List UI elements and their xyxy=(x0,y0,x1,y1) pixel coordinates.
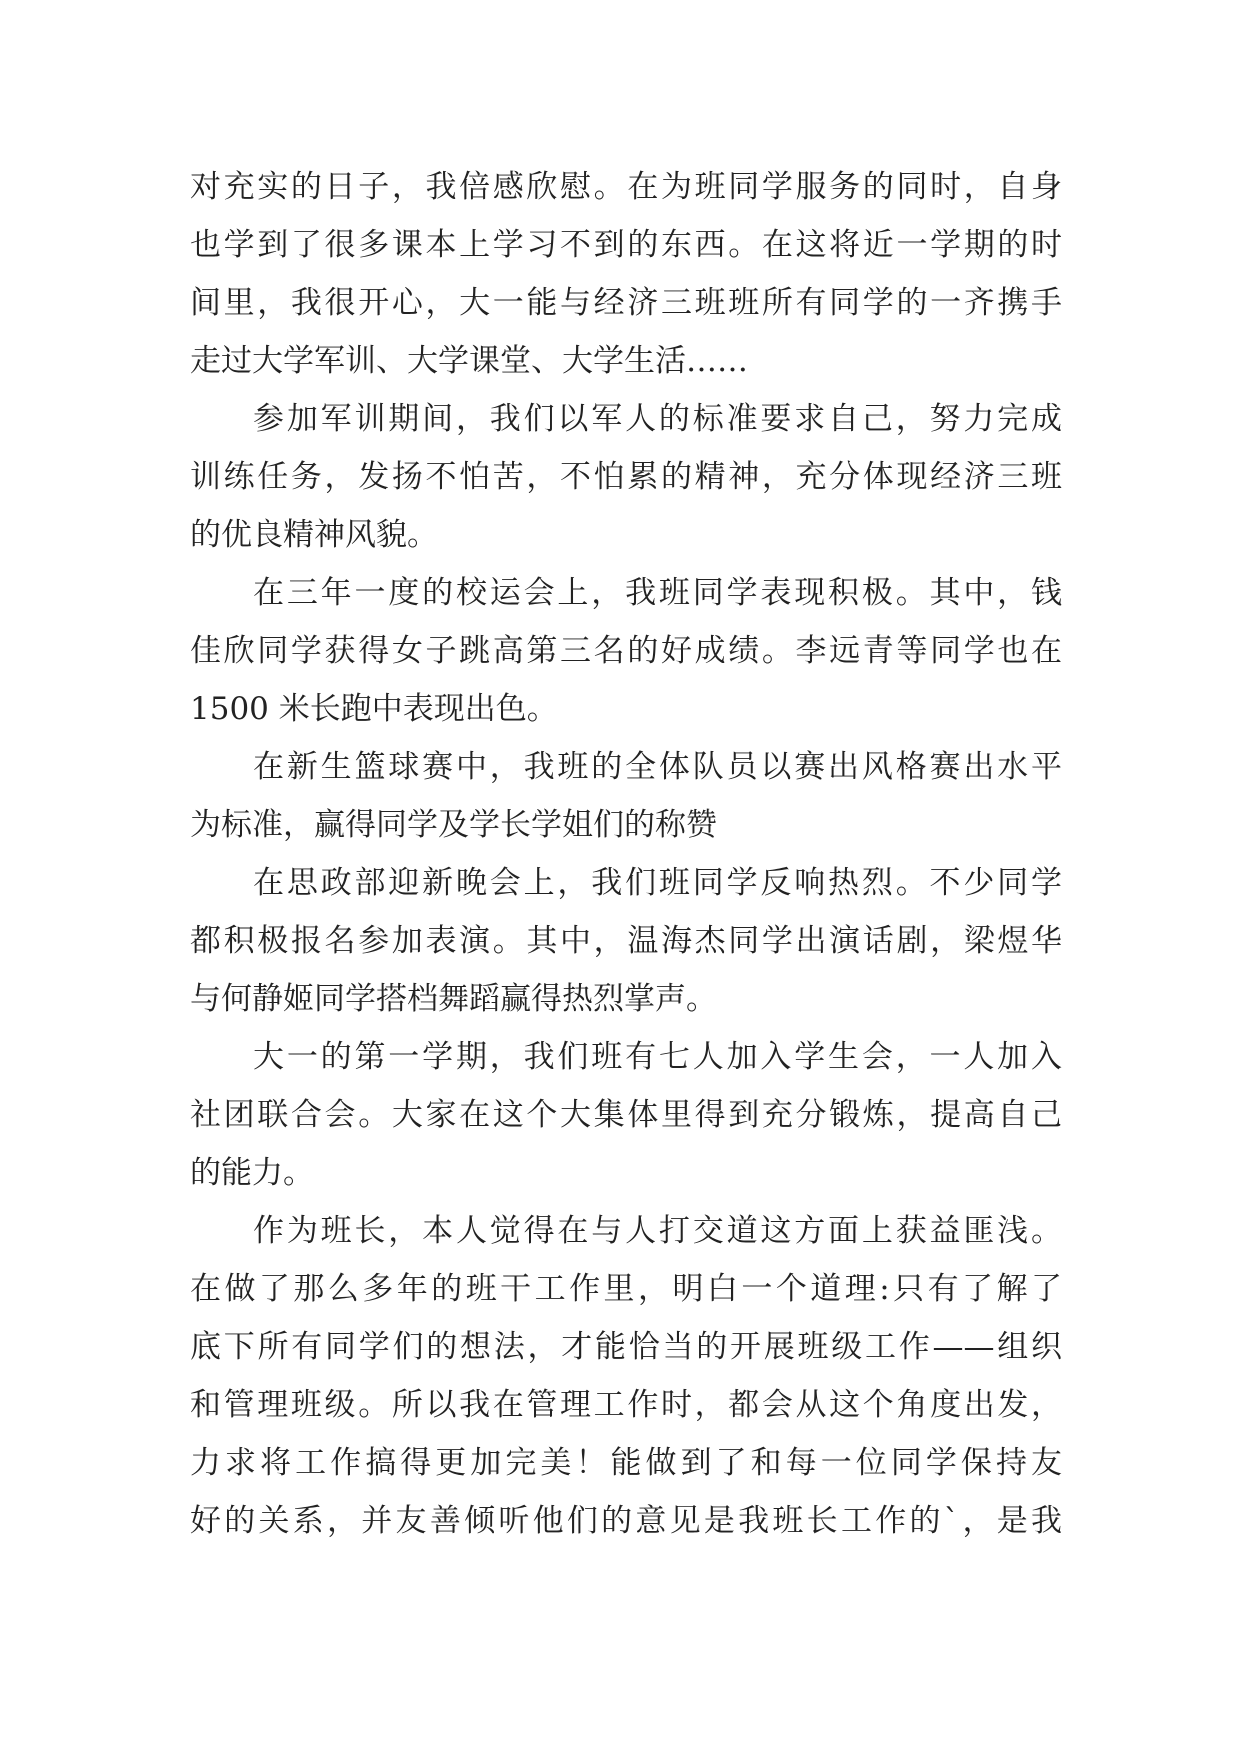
text-line: 佳欣同学获得女子跳高第三名的好成绩。李远青等同学也在 xyxy=(190,633,1062,669)
text-line: 底下所有同学们的想法，才能恰当的开展班级工作——组织 xyxy=(190,1329,1062,1365)
paragraph-first-line: 在思政部迎新晚会上，我们班同学反响热烈。不少同学 xyxy=(253,865,1062,901)
text-line: 好的关系，并友善倾听他们的意见是我班长工作的`，是我 xyxy=(190,1503,1062,1539)
text-line: 和管理班级。所以我在管理工作时，都会从这个角度出发， xyxy=(190,1387,1062,1423)
paragraph-first-line: 在新生篮球赛中，我班的全体队员以赛出风格赛出水平 xyxy=(253,749,1062,785)
text-line: 的优良精神风貌。 xyxy=(190,517,438,553)
text-line: 都积极报名参加表演。其中，温海杰同学出演话剧，梁煜华 xyxy=(190,923,1062,959)
paragraph-first-line: 在三年一度的校运会上，我班同学表现积极。其中，钱 xyxy=(253,575,1062,611)
text-line: 对充实的日子，我倍感欣慰。在为班同学服务的同时，自身 xyxy=(190,169,1062,205)
text-line: 在做了那么多年的班干工作里，明白一个道理:只有了解了 xyxy=(190,1271,1062,1307)
text-line: 力求将工作搞得更加完美！能做到了和每一位同学保持友 xyxy=(190,1445,1062,1481)
paragraph-first-line: 大一的第一学期，我们班有七人加入学生会，一人加入 xyxy=(253,1039,1062,1075)
text-line: 为标准，赢得同学及学长学姐们的称赞 xyxy=(190,807,717,843)
text-line: 与何静姬同学搭档舞蹈赢得热烈掌声。 xyxy=(190,981,717,1017)
text-line: 也学到了很多课本上学习不到的东西。在这将近一学期的时 xyxy=(190,227,1062,263)
document-body xyxy=(190,158,1062,1550)
text-line: 训练任务，发扬不怕苦，不怕累的精神，充分体现经济三班 xyxy=(190,459,1062,495)
text-line: 1500 米长跑中表现出色。 xyxy=(190,691,558,727)
text-line: 的能力。 xyxy=(190,1155,314,1191)
paragraph-first-line: 参加军训期间，我们以军人的标准要求自己，努力完成 xyxy=(253,401,1062,437)
paragraph-first-line: 作为班长，本人觉得在与人打交道这方面上获益匪浅。 xyxy=(253,1213,1062,1249)
text-line: 走过大学军训、大学课堂、大学生活…… xyxy=(190,343,748,379)
text-line: 社团联合会。大家在这个大集体里得到充分锻炼，提高自己 xyxy=(190,1097,1062,1133)
text-line: 间里，我很开心，大一能与经济三班班所有同学的一齐携手 xyxy=(190,285,1062,321)
